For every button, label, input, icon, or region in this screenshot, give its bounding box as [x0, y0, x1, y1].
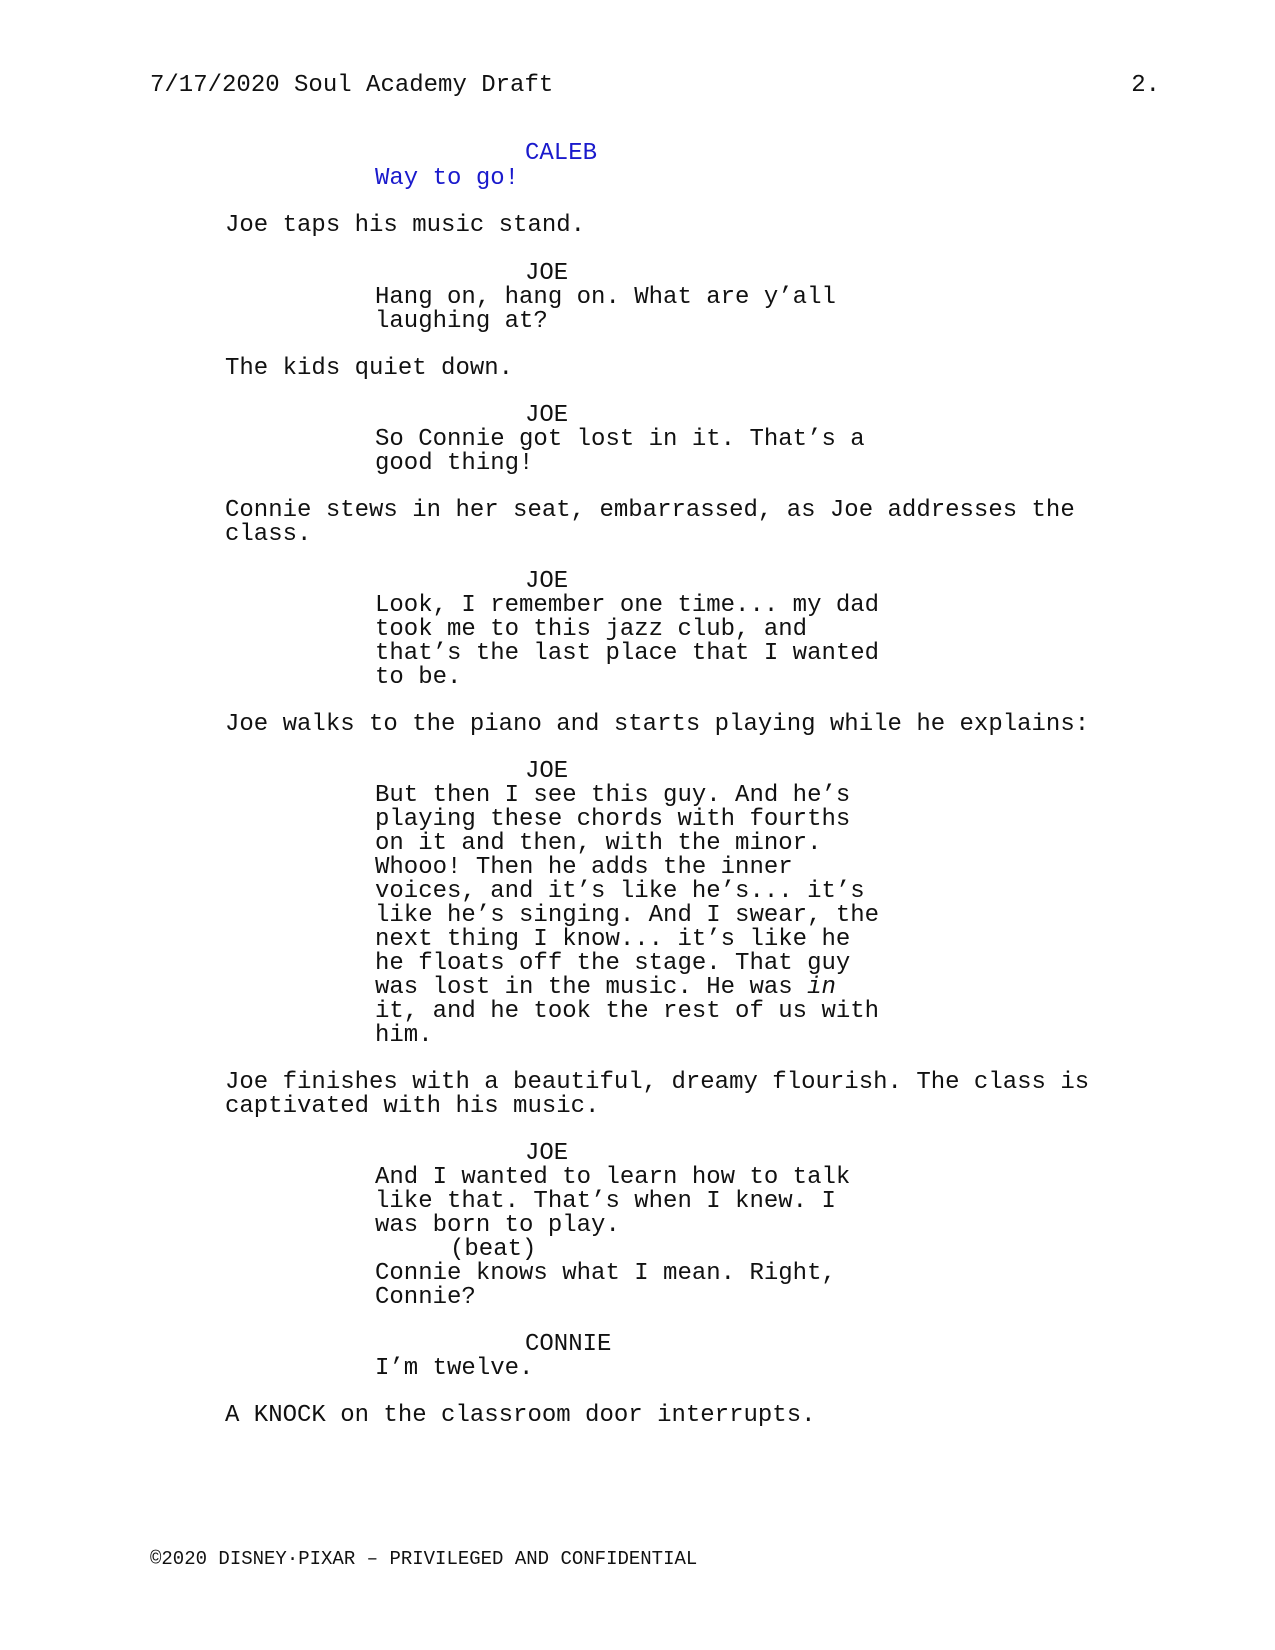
dialogue-line: like he’s singing. And I swear, the — [375, 902, 880, 929]
dialogue-line: he floats off the stage. That guy — [375, 950, 851, 977]
page-number: 2. — [1131, 72, 1160, 99]
dialogue-line: Connie? — [375, 1284, 476, 1311]
action-line: Joe taps his music stand. — [225, 212, 586, 239]
action-line: Joe walks to the piano and starts playing while he explains: — [225, 711, 1090, 738]
copyright-footer: ©2020 DISNEY·PIXAR – PRIVILEGED AND CONFIDENTIAL — [150, 1548, 698, 1570]
character-joe: JOE — [525, 758, 569, 785]
character-joe: JOE — [525, 402, 569, 429]
dialogue-line: voices, and it’s like he’s... it’s — [375, 878, 865, 905]
action-line: captivated with his music. — [225, 1093, 600, 1120]
dialogue-line: playing these chords with fourths — [375, 806, 851, 833]
dialogue-line — [375, 975, 836, 1000]
dialogue-line: took me to this jazz club, and — [375, 616, 808, 643]
action-line: A KNOCK on the classroom door interrupts. — [225, 1402, 816, 1429]
character-joe: JOE — [525, 260, 569, 287]
parenthetical: (beat) — [450, 1236, 537, 1263]
dialogue-text: was lost in the music. He was — [375, 974, 808, 1001]
dialogue-line: Look, I remember one time... my dad — [375, 592, 880, 619]
dialogue-line: Connie knows what I mean. Right, — [375, 1260, 836, 1287]
dialogue-line: that’s the last place that I wanted — [375, 640, 880, 667]
dialogue-line: But then I see this guy. And he’s — [375, 782, 851, 809]
dialogue-line: good thing! — [375, 450, 534, 477]
dialogue-line: laughing at? — [375, 308, 548, 335]
character-connie: CONNIE — [525, 1331, 612, 1358]
action-line: Connie stews in her seat, embarrassed, as Joe addresses the — [225, 497, 1075, 524]
dialogue-line: on it and then, with the minor. — [375, 830, 822, 857]
dialogue-line: like that. That’s when I knew. I — [375, 1188, 836, 1215]
dialogue-caleb: Way to go! — [375, 165, 520, 192]
dialogue-line: And I wanted to learn how to talk — [375, 1164, 851, 1191]
dialogue-line: next thing I know... it’s like he — [375, 926, 851, 953]
dialogue-line: it, and he took the rest of us with — [375, 998, 880, 1025]
dialogue-emphasis: in — [807, 974, 836, 1001]
dialogue-line: Hang on, hang on. What are y’all — [375, 284, 836, 311]
draft-title: 7/17/2020 Soul Academy Draft — [150, 72, 554, 99]
character-joe: JOE — [525, 568, 569, 595]
action-line: The kids quiet down. — [225, 355, 514, 382]
action-line: Joe finishes with a beautiful, dreamy flourish. The class is — [225, 1069, 1090, 1096]
dialogue-line: him. — [375, 1022, 433, 1049]
character-joe: JOE — [525, 1140, 569, 1167]
dialogue-line: So Connie got lost in it. That’s a — [375, 426, 865, 453]
dialogue-line: Whooo! Then he adds the inner — [375, 854, 793, 881]
dialogue-line: was born to play. — [375, 1212, 620, 1239]
dialogue-line: I’m twelve. — [375, 1355, 534, 1382]
character-caleb: CALEB — [525, 140, 598, 167]
dialogue-line: to be. — [375, 664, 462, 691]
action-line: class. — [225, 521, 312, 548]
